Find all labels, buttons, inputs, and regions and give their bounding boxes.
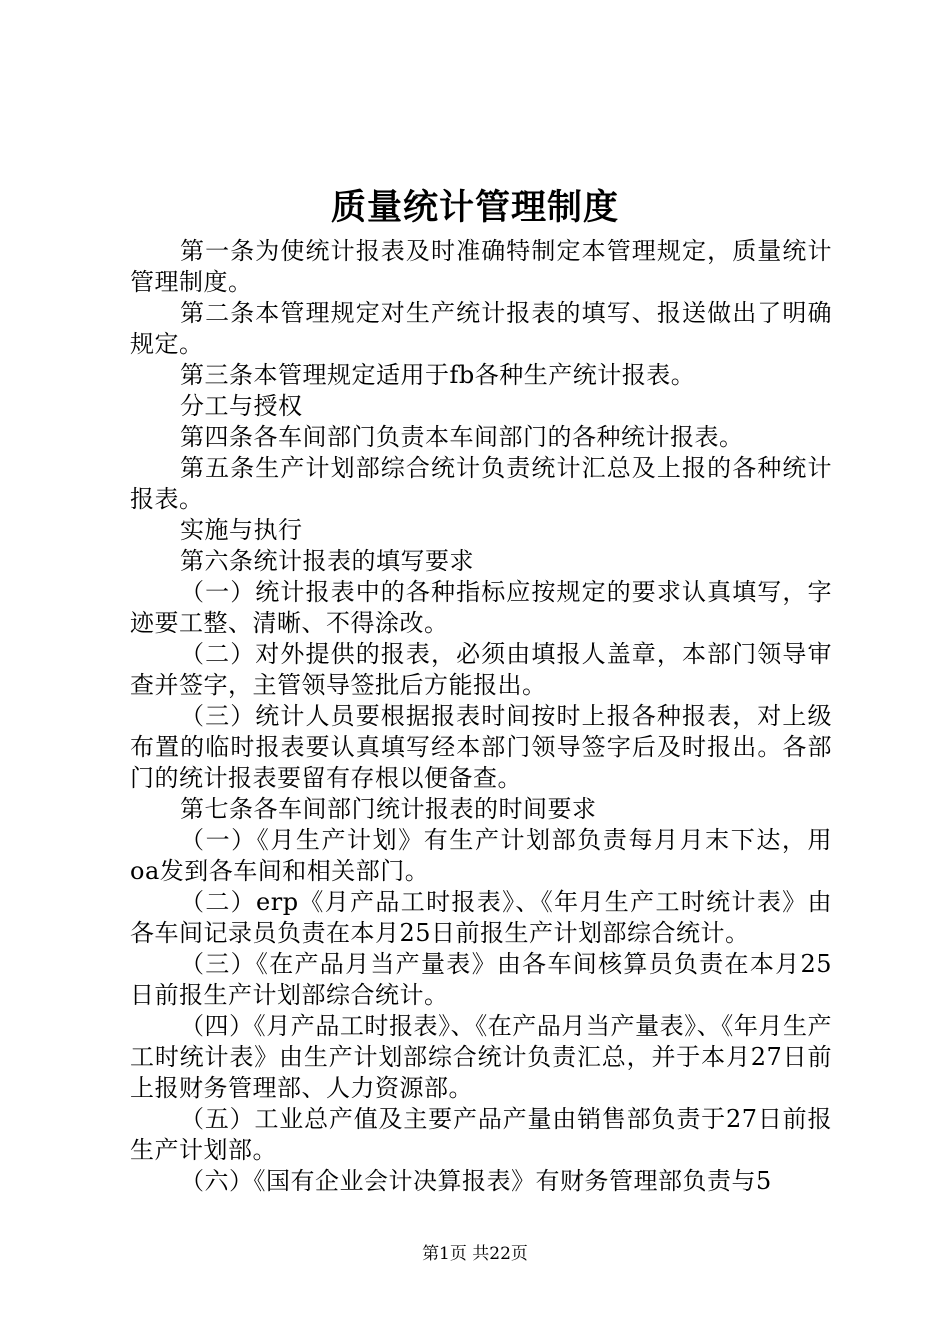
page-footer: 第1页 共22页: [422, 1244, 528, 1264]
document-body: [130, 236, 832, 1197]
section-heading: 分工与授权: [180, 392, 303, 420]
list-item: （三）统计人员要根据报表时间按时上报各种报表，对上级布置的临时报表要认真填写经本部门领导签字后及时报出。各部门的统计报表要留有存根以便备查。: [130, 702, 832, 792]
list-item: （六）《国有企业会计决算报表》有财务管理部负责与5: [180, 1167, 772, 1195]
list-item: （五）工业总产值及主要产品产量由销售部负责于27日前报生产计划部。: [130, 1105, 832, 1164]
page-title: 质量统计管理制度: [330, 187, 619, 228]
section-heading: 实施与执行: [180, 516, 303, 544]
list-item: （二）对外提供的报表，必须由填报人盖章，本部门领导审查并签字，主管领导签批后方能报出。: [130, 640, 832, 699]
paragraph: 第七条各车间部门统计报表的时间要求: [180, 795, 597, 823]
paragraph: 第一条为使统计报表及时准确特制定本管理规定，质量统计管理制度。: [130, 237, 832, 296]
paragraph: 第三条本管理规定适用于fb各种生产统计报表。: [180, 361, 696, 389]
paragraph: 第四条各车间部门负责本车间部门的各种统计报表。: [180, 423, 744, 451]
paragraph: 第五条生产计划部综合统计负责统计汇总及上报的各种统计报表。: [130, 454, 832, 513]
list-item: （一）统计报表中的各种指标应按规定的要求认真填写，字迹要工整、清晰、不得涂改。: [130, 578, 832, 637]
list-item: （四）《月产品工时报表》、《在产品月当产量表》、《年月生产工时统计表》由生产计划部综合统计负责汇总，并于本月27日前上报财务管理部、人力资源部。: [130, 1012, 832, 1102]
paragraph: 第六条统计报表的填写要求: [180, 547, 474, 575]
list-item: （二）erp《月产品工时报表》、《年月生产工时统计表》由各车间记录员负责在本月25日前报生产计划部综合统计。: [130, 888, 832, 947]
list-item: （三）《在产品月当产量表》由各车间核算员负责在本月25日前报生产计划部综合统计。: [130, 950, 832, 1009]
paragraph: 第二条本管理规定对生产统计报表的填写、报送做出了明确规定。: [130, 299, 832, 358]
list-item: （一）《月生产计划》有生产计划部负责每月月末下达，用oa发到各车间和相关部门。: [130, 826, 832, 885]
